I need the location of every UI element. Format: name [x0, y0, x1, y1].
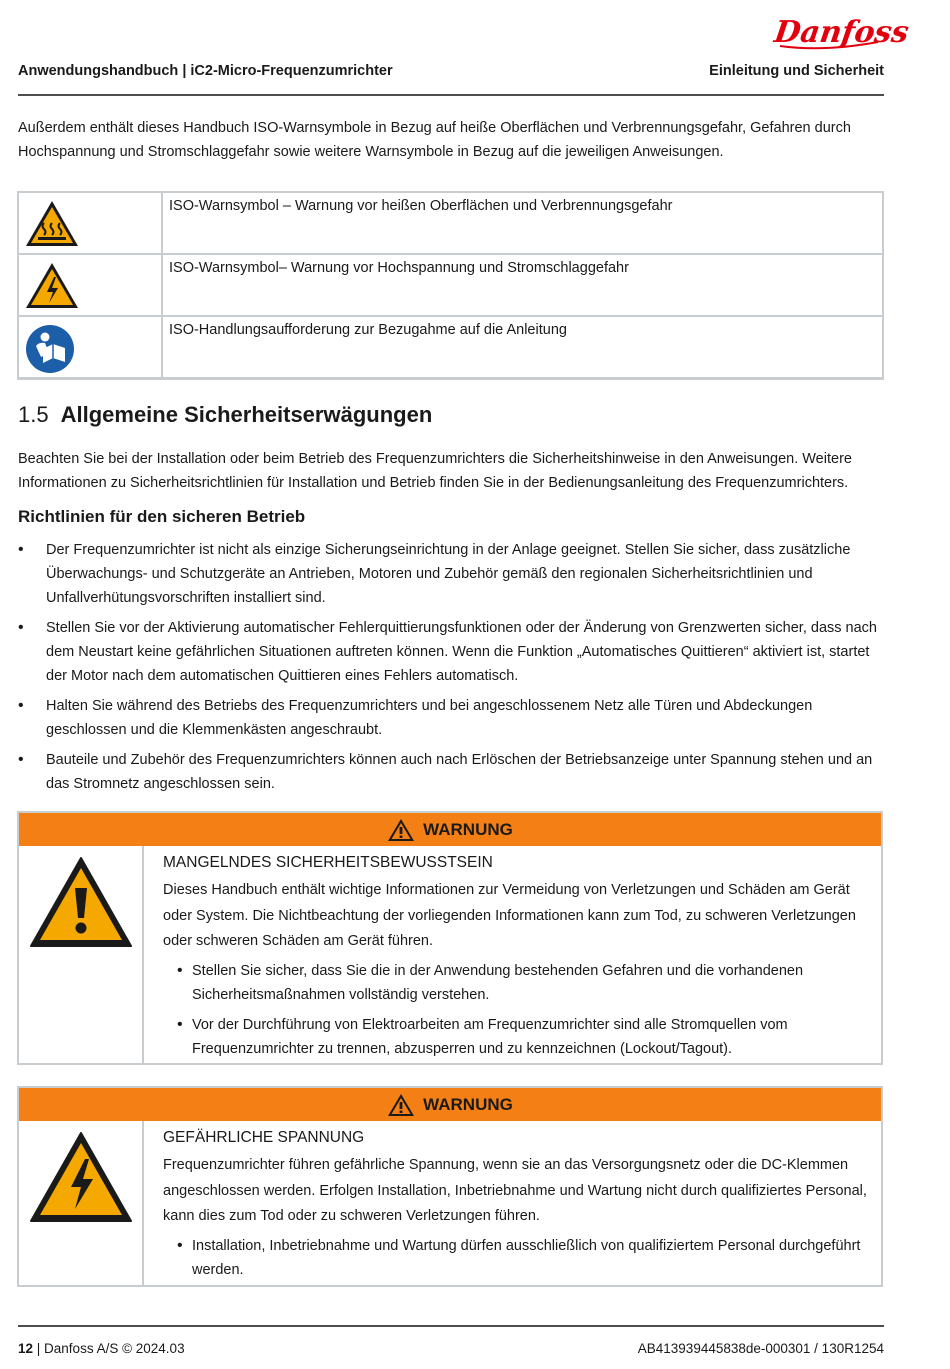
section-number: 1.5	[18, 402, 49, 427]
warning-box	[17, 1086, 883, 1287]
electrical-hazard-icon	[29, 1131, 133, 1223]
footer-left	[18, 1341, 185, 1356]
subsection-title: Richtlinien für den sicheren Betrieb	[18, 507, 306, 526]
warning-triangle-icon	[387, 818, 415, 842]
warning-text: Frequenzumrichter führen gefährliche Spannung, wenn sie an das Versorgungsnetz oder die DC-Klemmen angeschlossen werden. Erfolgen Installation, Inbetriebnahme und Wartung nicht durch qualifiziertes Personal, kann dies zum Tod oder zu schweren Verletzungen führen.	[163, 1157, 867, 1224]
symbol-cell	[18, 254, 162, 316]
warning-label: WARNUNG	[423, 1094, 513, 1114]
header-chapter: Einleitung und Sicherheit	[709, 63, 884, 79]
danfoss-logo	[772, 8, 911, 52]
safety-guidelines-list	[18, 538, 884, 802]
list-item: • Der Frequenzumrichter ist nicht als einzige Sicherungseinrichtung in der Anlage geeignet. Stellen Sie sicher, dass zusätzliche Überwachungs- und Schutzgeräte an Antrieben, Motoren und Zubehör gemäß den regionalen Sicherheitsrichtlinien und Unfallverhütungsvorschriften installiert sind.	[18, 538, 884, 610]
warning-box	[17, 811, 883, 1065]
table-row	[18, 254, 883, 316]
warning-list	[163, 1234, 869, 1282]
intro-paragraph: Außerdem enthält dieses Handbuch ISO-Warnsymbole in Bezug auf heiße Oberflächen und Verbrennungsgefahr, Gefahren durch Hochspannung und Stromschlaggefahr sowie weitere Warnsymbole in Bezug auf die jeweiligen Anweisungen.	[18, 120, 851, 160]
symbol-cell	[18, 316, 162, 379]
svg-text:Danfoss: Danfoss	[772, 15, 911, 50]
footer-doc-id: AB413939445838de-000301 / 130R1254	[637, 1341, 884, 1356]
section-heading	[18, 402, 432, 428]
header-title: Anwendungshandbuch | iC2-Micro-Frequenzumrichter	[18, 63, 393, 79]
warning-body	[19, 1121, 881, 1285]
page-number: 12	[18, 1341, 34, 1356]
header-divider	[18, 94, 884, 96]
warning-text: Dieses Handbuch enthält wichtige Informationen zur Vermeidung von Verletzungen und Schäden am Gerät oder System. Die Nichtbeachtung der vorliegenden Informationen kann zum Tod, zu schweren Verletzungen oder schweren Schäden am Gerät führen.	[163, 882, 856, 949]
warning-list	[163, 959, 869, 1061]
hot-surface-warning-icon	[24, 199, 80, 249]
warning-body	[19, 846, 881, 1063]
section-title: Allgemeine Sicherheitserwägungen	[60, 402, 433, 427]
warning-content	[144, 1121, 881, 1285]
warning-header	[19, 813, 881, 846]
list-item: • Halten Sie während des Betriebs des Frequenzumrichters und bei angeschlossenem Netz alle Türen und Abdeckungen geschlossen und die Klemmenkästen angeschraubt.	[18, 694, 884, 742]
section-intro: Beachten Sie bei der Installation oder beim Betrieb des Frequenzumrichters die Sicherheitshinweise in den Anweisungen. Weitere Informationen zu Sicherheitsrichtlinien für Installation und Betrieb finden Sie in der Bedienungsanleitung des Frequenzumrichters.	[18, 451, 852, 491]
warning-title: MANGELNDES SICHERHEITSBEWUSSTSEIN	[163, 854, 493, 871]
list-item: • Installation, Inbetriebnahme und Wartung dürfen ausschließlich von qualifiziertem Personal durchgeführt werden.	[163, 1234, 869, 1282]
warning-label: WARNUNG	[423, 819, 513, 839]
warning-icon-cell	[19, 846, 144, 1063]
symbol-description: ISO-Warnsymbol– Warnung vor Hochspannung und Stromschlaggefahr	[162, 254, 883, 316]
symbol-cell	[18, 192, 162, 254]
warning-triangle-icon	[387, 1093, 415, 1117]
list-item: • Stellen Sie sicher, dass Sie die in der Anwendung bestehenden Gefahren und die vorhandenen Sicherheitsmaßnahmen vollständig verstehen.	[163, 959, 869, 1007]
symbol-description: ISO-Handlungsaufforderung zur Bezugahme auf die Anleitung	[162, 316, 883, 379]
warning-header	[19, 1088, 881, 1121]
warning-content	[144, 846, 881, 1063]
symbol-description: ISO-Warnsymbol – Warnung vor heißen Oberflächen und Verbrennungsgefahr	[162, 192, 883, 254]
list-item: • Vor der Durchführung von Elektroarbeiten am Frequenzumrichter sind alle Stromquellen vom Frequenzumrichter zu trennen, abzusperren und zu kennzeichnen (Lockout/Tagout).	[163, 1013, 869, 1061]
footer-publisher: | Danfoss A/S © 2024.03	[33, 1341, 185, 1356]
footer-divider	[18, 1325, 884, 1327]
table-row	[18, 316, 883, 379]
high-voltage-warning-icon	[24, 261, 80, 311]
symbol-table	[17, 191, 884, 380]
read-manual-icon	[25, 324, 75, 374]
general-warning-icon	[29, 856, 133, 948]
warning-icon-cell	[19, 1121, 144, 1285]
list-item: • Stellen Sie vor der Aktivierung automatischer Fehlerquittierungsfunktionen oder der Änderung von Grenzwerten sicher, dass nach dem Neustart keine gefährlichen Situationen auftreten können. Wenn die Funktion „Automatisches Quittieren“ aktiviert ist, startet der Motor nach dem automatischen Quittieren eines Fehlers automatisch.	[18, 616, 884, 688]
list-item: • Bauteile und Zubehör des Frequenzumrichters können auch nach Erlöschen der Betriebsanzeige unter Spannung stehen und an das Stromnetz angeschlossen sein.	[18, 748, 884, 796]
table-row	[18, 192, 883, 254]
warning-title: GEFÄHRLICHE SPANNUNG	[163, 1129, 365, 1146]
